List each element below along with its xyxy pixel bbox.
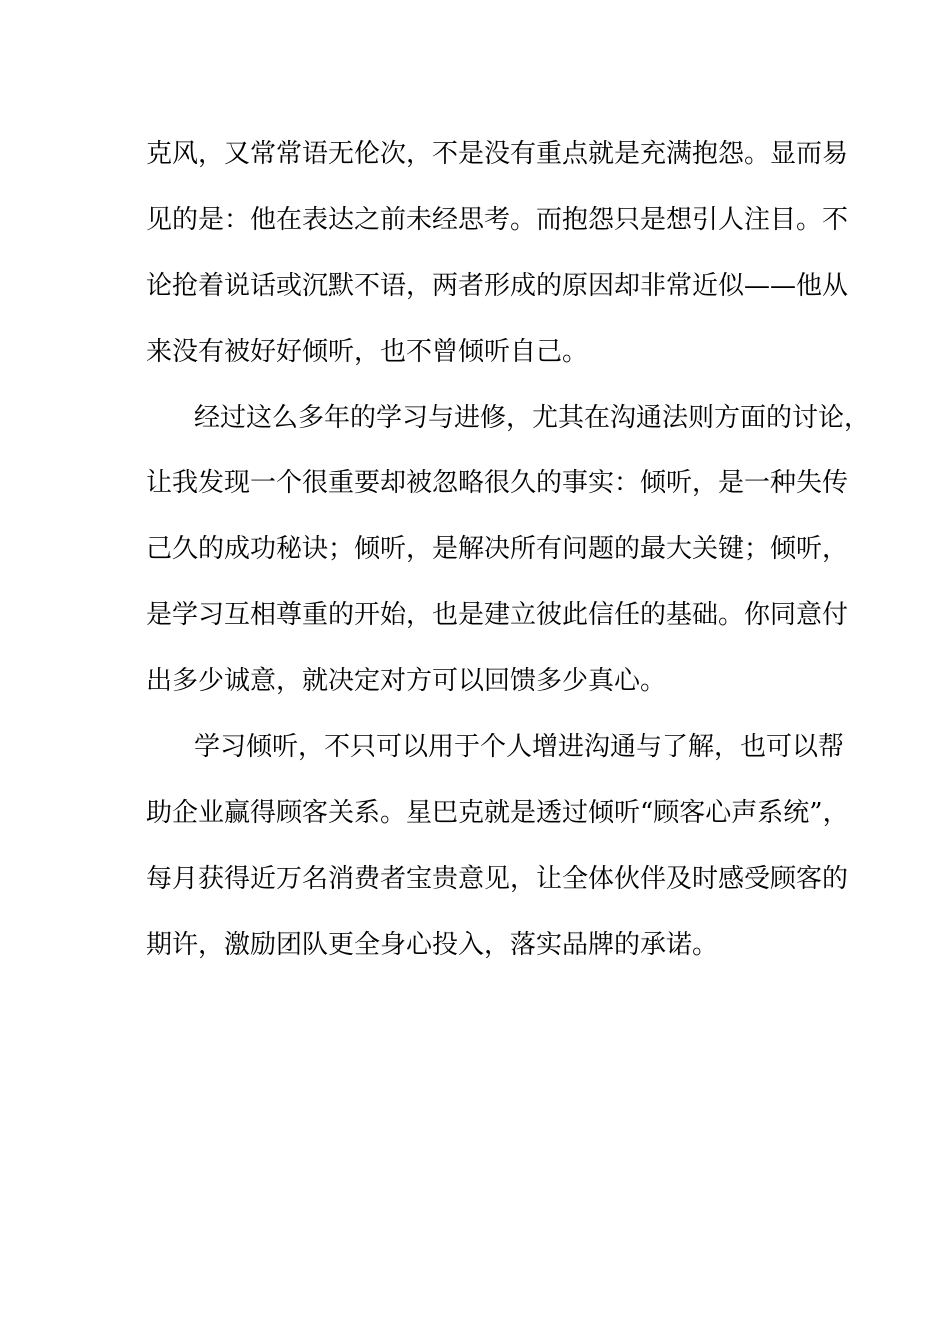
text-line: 己久的成功秘诀；倾听，是解决所有问题的最大关键；倾听，: [146, 534, 849, 565]
paragraph-first-line: 学习倾听，不只可以用于个人增进沟通与了解，也可以帮: [194, 732, 845, 763]
text-line: 助企业赢得顾客关系。星巴克就是透过倾听“顾客心声系统”，: [146, 797, 849, 828]
text-line: 让我发现一个很重要却被忽略很久的事实：倾听，是一种失传: [146, 468, 849, 499]
paragraph-first-line: 经过这么多年的学习与进修，尤其在沟通法则方面的讨论，: [194, 402, 871, 433]
text-line: 见的是：他在表达之前未经思考。而抱怨只是想引人注目。不: [146, 204, 849, 235]
text-line: 每月获得近万名消费者宝贵意见，让全体伙伴及时感受顾客的: [146, 863, 849, 894]
text-line: 是学习互相尊重的开始，也是建立彼此信任的基础。你同意付: [146, 600, 849, 631]
text-line: 论抢着说话或沉默不语，两者形成的原因却非常近似——他从: [146, 270, 849, 301]
text-line: 期许，激励团队更全身心投入，落实品牌的承诺。: [146, 929, 719, 960]
text-line: 来没有被好好倾听，也不曾倾听自己。: [146, 336, 589, 367]
body-text: [146, 126, 871, 983]
text-line: 克风，又常常语无伦次，不是没有重点就是充满抱怨。显而易: [146, 139, 849, 169]
text-line: 出多少诚意，就决定对方可以回馈多少真心。: [146, 666, 667, 697]
